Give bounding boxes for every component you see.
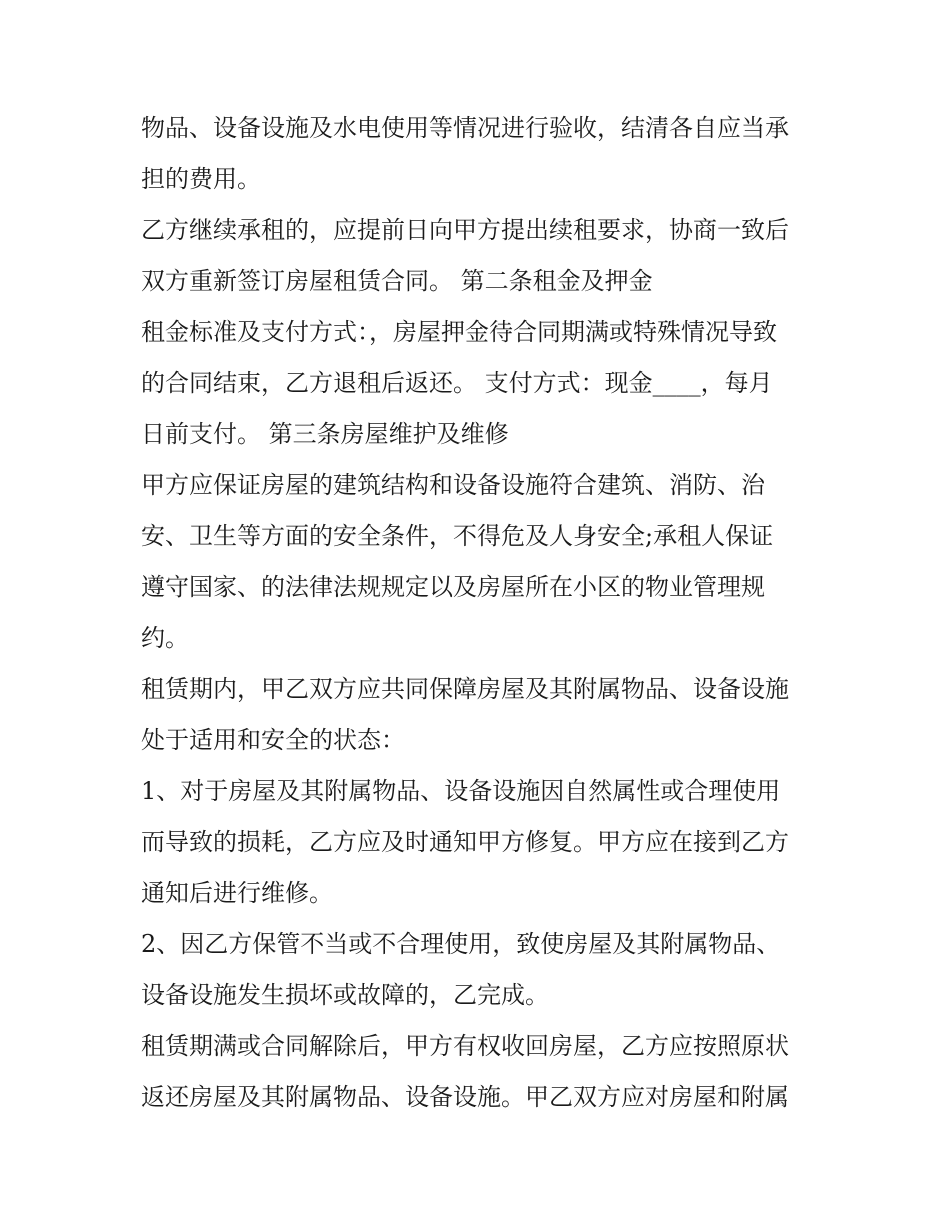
text-line: 安、卫生等方面的安全条件，不得危及人身安全;承租人保证 bbox=[141, 522, 774, 550]
text-line: 担的费用。 bbox=[141, 165, 261, 193]
text-line: 日前支付。 第三条房屋维护及维修 bbox=[141, 420, 509, 448]
text-line: 通知后进行维修。 bbox=[141, 879, 333, 907]
text-line: 租金标准及支付方式：，房屋押金待合同期满或特殊情况导致 bbox=[141, 318, 777, 346]
text-line: 物品、设备设施及水电使用等情况进行验收，结清各自应当承 bbox=[141, 114, 789, 142]
text-line: 租赁期满或合同解除后，甲方有权收回房屋，乙方应按照原状 bbox=[141, 1032, 789, 1060]
text-line: 处于适用和安全的状态： bbox=[141, 726, 405, 754]
text-line: 的合同结束，乙方退租后返还。 支付方式：现金____，每月 bbox=[141, 369, 773, 397]
text-line: 2、因乙方保管不当或不合理使用，致使房屋及其附属物品、 bbox=[141, 930, 781, 958]
text-line: 而导致的损耗，乙方应及时通知甲方修复。甲方应在接到乙方 bbox=[141, 828, 789, 856]
text-line: 遵守国家、的法律法规规定以及房屋所在小区的物业管理规 bbox=[141, 573, 765, 601]
text-line: 约。 bbox=[141, 624, 189, 652]
text-line: 1、对于房屋及其附属物品、设备设施因自然属性或合理使用 bbox=[141, 777, 781, 805]
text-line: 乙方继续承租的，应提前日向甲方提出续租要求，协商一致后 bbox=[141, 216, 789, 244]
text-line: 租赁期内，甲乙双方应共同保障房屋及其附属物品、设备设施 bbox=[141, 675, 789, 703]
text-line: 返还房屋及其附属物品、设备设施。甲乙双方应对房屋和附属 bbox=[141, 1083, 789, 1111]
text-line: 甲方应保证房屋的建筑结构和设备设施符合建筑、消防、治 bbox=[141, 471, 765, 499]
text-line: 双方重新签订房屋租赁合同。 第二条租金及押金 bbox=[141, 267, 653, 295]
text-line: 设备设施发生损坏或故障的，乙完成。 bbox=[141, 981, 549, 1009]
